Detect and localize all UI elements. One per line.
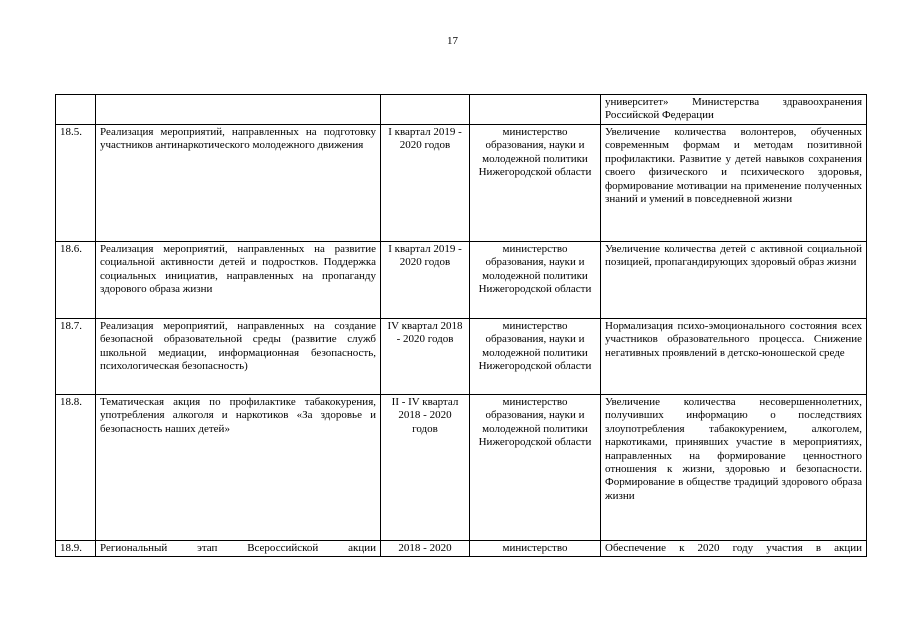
cell-name: Реализация мероприятий, направленных на подготовку участников антинаркотического молодежного движения [96,125,381,242]
table-row-18-6 [56,242,867,319]
cell-term [381,95,470,125]
table-row-18-8 [56,395,867,541]
cell-responsible: министерство образования, науки и молодежной политики Нижегородской области [470,319,601,395]
cell-name: Реализация мероприятий, направленных на создание безопасной образовательной среды (развитие служб школьной медиации, информационная безопасность, психологическая безопасность) [96,319,381,395]
table-row-18-5 [56,125,867,242]
cell-term: I квартал 2019 - 2020 годов [381,242,470,319]
cell-responsible: министерство образования, науки и молодежной политики Нижегородской области [470,125,601,242]
cell-term: I квартал 2019 - 2020 годов [381,125,470,242]
cell-term: 2018 - 2020 [381,541,470,557]
cell-result: Обеспечение к 2020 году участия в акции [601,541,867,557]
cell-num: 18.8. [56,395,96,541]
cell-num: 18.6. [56,242,96,319]
cell-name: Реализация мероприятий, направленных на развитие социальной активности детей и подростков. Поддержка социальных инициатив, направленных на пропаганду здорового образа жизни [96,242,381,319]
table-row-18-9 [56,541,867,557]
cell-result: Увеличение количества несовершеннолетних, получивших информацию о последствиях злоупотребления табакокурением, алкоголем, наркотиками, принявших участие в мероприятиях, направленных на формирование ценностного отношения к жизни, здоровью и безопасности. Формирование в обществе традиций здорового образа жизни [601,395,867,541]
cell-result: Увеличение количества волонтеров, обученных современным формам и методам позитивной профилактики. Развитие у детей навыков сохранения своего физического и психического здоровья, формирование мотивации на применение полученных знаний и умений в повседневной жизни [601,125,867,242]
cell-num: 18.5. [56,125,96,242]
cell-term: IV квартал 2018 - 2020 годов [381,319,470,395]
cell-term: II - IV квартал 2018 - 2020 годов [381,395,470,541]
cell-result: Увеличение количества детей с активной социальной позицией, пропагандирующих здоровый образ жизни [601,242,867,319]
table-row-18-7 [56,319,867,395]
cell-num: 18.7. [56,319,96,395]
cell-name: Региональный этап Всероссийской акции [96,541,381,557]
cell-name: Тематическая акция по профилактике табакокурения, употребления алкоголя и наркотиков «За здоровье и безопасность наших детей» [96,395,381,541]
page-number: 17 [447,35,458,47]
cell-responsible [470,95,601,125]
cell-responsible: министерство образования, науки и молодежной политики Нижегородской области [470,395,601,541]
cell-responsible: министерство образования, науки и молодежной политики Нижегородской области [470,242,601,319]
cell-num: 18.9. [56,541,96,557]
table-row-continuation [56,95,867,125]
cell-result: университет» Министерства здравоохранения Российской Федерации [601,95,867,125]
cell-responsible: министерство [470,541,601,557]
measures-table [55,94,867,557]
cell-result: Нормализация психо-эмоционального состояния всех участников образовательного процесса. Снижение негативных проявлений в детско-юношеской среде [601,319,867,395]
cell-name [96,95,381,125]
cell-num [56,95,96,125]
